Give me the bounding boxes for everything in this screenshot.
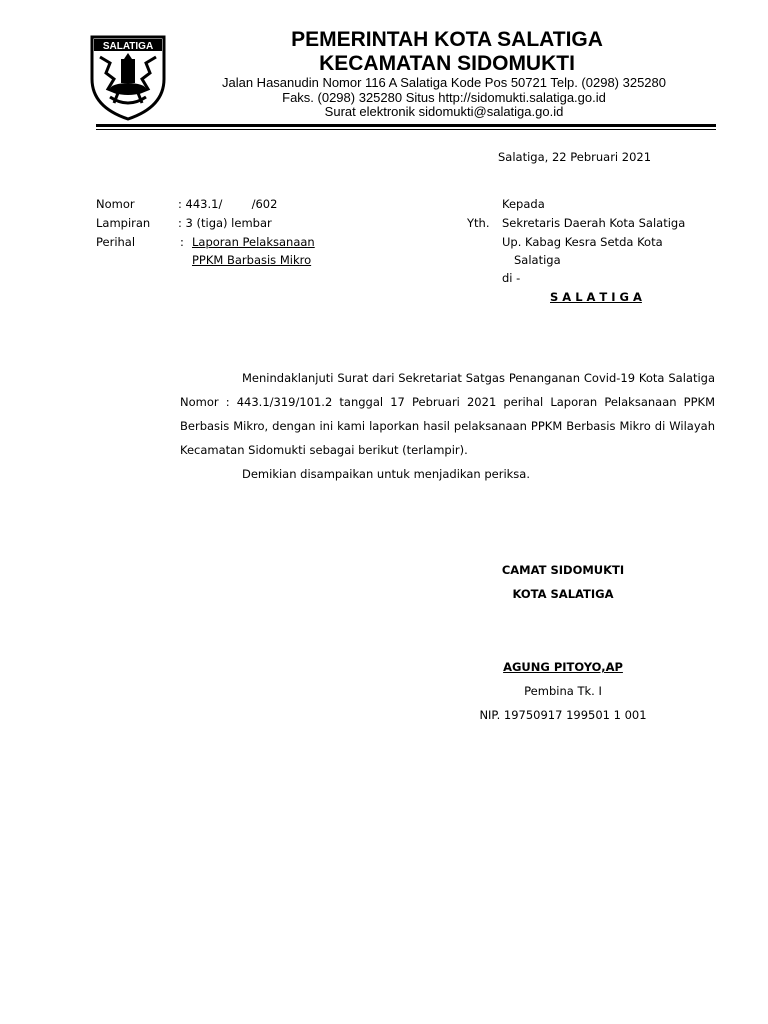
nomor-value: : 443.1/ /602 — [178, 197, 278, 211]
recipient-kepada: Kepada — [502, 197, 545, 211]
lampiran-value: : 3 (tiga) lembar — [178, 216, 272, 230]
signatory-rank: Pembina Tk. I — [524, 684, 602, 698]
perihal-label: Perihal — [96, 235, 136, 249]
letterhead-email: Surat elektronik sidomukti@salatiga.go.id — [324, 104, 564, 119]
recipient-line2: Up. Kabag Kesra Setda Kota — [502, 235, 663, 249]
perihal-subject-line1: Laporan Pelaksanaan — [192, 235, 315, 249]
letterhead-title-district: KECAMATAN SIDOMUKTI — [319, 52, 575, 75]
lampiran-label: Lampiran — [96, 216, 151, 230]
body-paragraph-1: Menindaklanjuti Surat dari Sekretariat Satgas Penanganan Covid-19 Kota Salatiga Nomor : 443.1/319/101.2 tanggal 17 Pebruari 2021 perihal Laporan Pelaksanaan PPKM Berbasis Mikro, dengan ini kami laporkan hasil pelaksanaan PPKM Berbasis Mikro di Wilayah Kecamatan Sidomukti sebagai berikut (terlampir). — [180, 371, 715, 457]
signatory-nip: NIP. 19750917 199501 1 001 — [479, 708, 647, 722]
letter-body — [180, 366, 715, 486]
perihal-subject-line2: PPKM Barbasis Mikro — [192, 253, 312, 267]
recipient-line1: Sekretaris Daerah Kota Salatiga — [502, 216, 686, 230]
nomor-label: Nomor — [96, 197, 135, 211]
letterhead-divider-thick — [96, 124, 716, 127]
signature-position-city: KOTA SALATIGA — [512, 587, 614, 601]
signature-position-title: CAMAT SIDOMUKTI — [501, 563, 625, 577]
letterhead-address: Jalan Hasanudin Nomor 116 A Salatiga Kode Pos 50721 Telp. (0298) 325280 — [221, 75, 666, 90]
letterhead-divider-thin — [96, 129, 716, 130]
recipient-yth: Yth. — [467, 216, 490, 230]
body-paragraph-2: Demikian disampaikan untuk menjadikan periksa. — [242, 467, 530, 481]
signatory-name: AGUNG PITOYO,AP — [503, 660, 623, 674]
recipient-city: S A L A T I G A — [550, 290, 642, 304]
letterhead-title-government: PEMERINTAH KOTA SALATIGA — [291, 28, 603, 51]
crest-text: SALATIGA — [102, 41, 154, 52]
letter-date: Salatiga, 22 Pebruari 2021 — [498, 150, 652, 164]
letterhead-fax-website: Faks. (0298) 325280 Situs http://sidomukti.salatiga.go.id — [282, 90, 606, 105]
recipient-line3: Salatiga — [514, 253, 561, 267]
perihal-colon: : — [180, 235, 184, 249]
recipient-di: di - — [502, 271, 521, 285]
